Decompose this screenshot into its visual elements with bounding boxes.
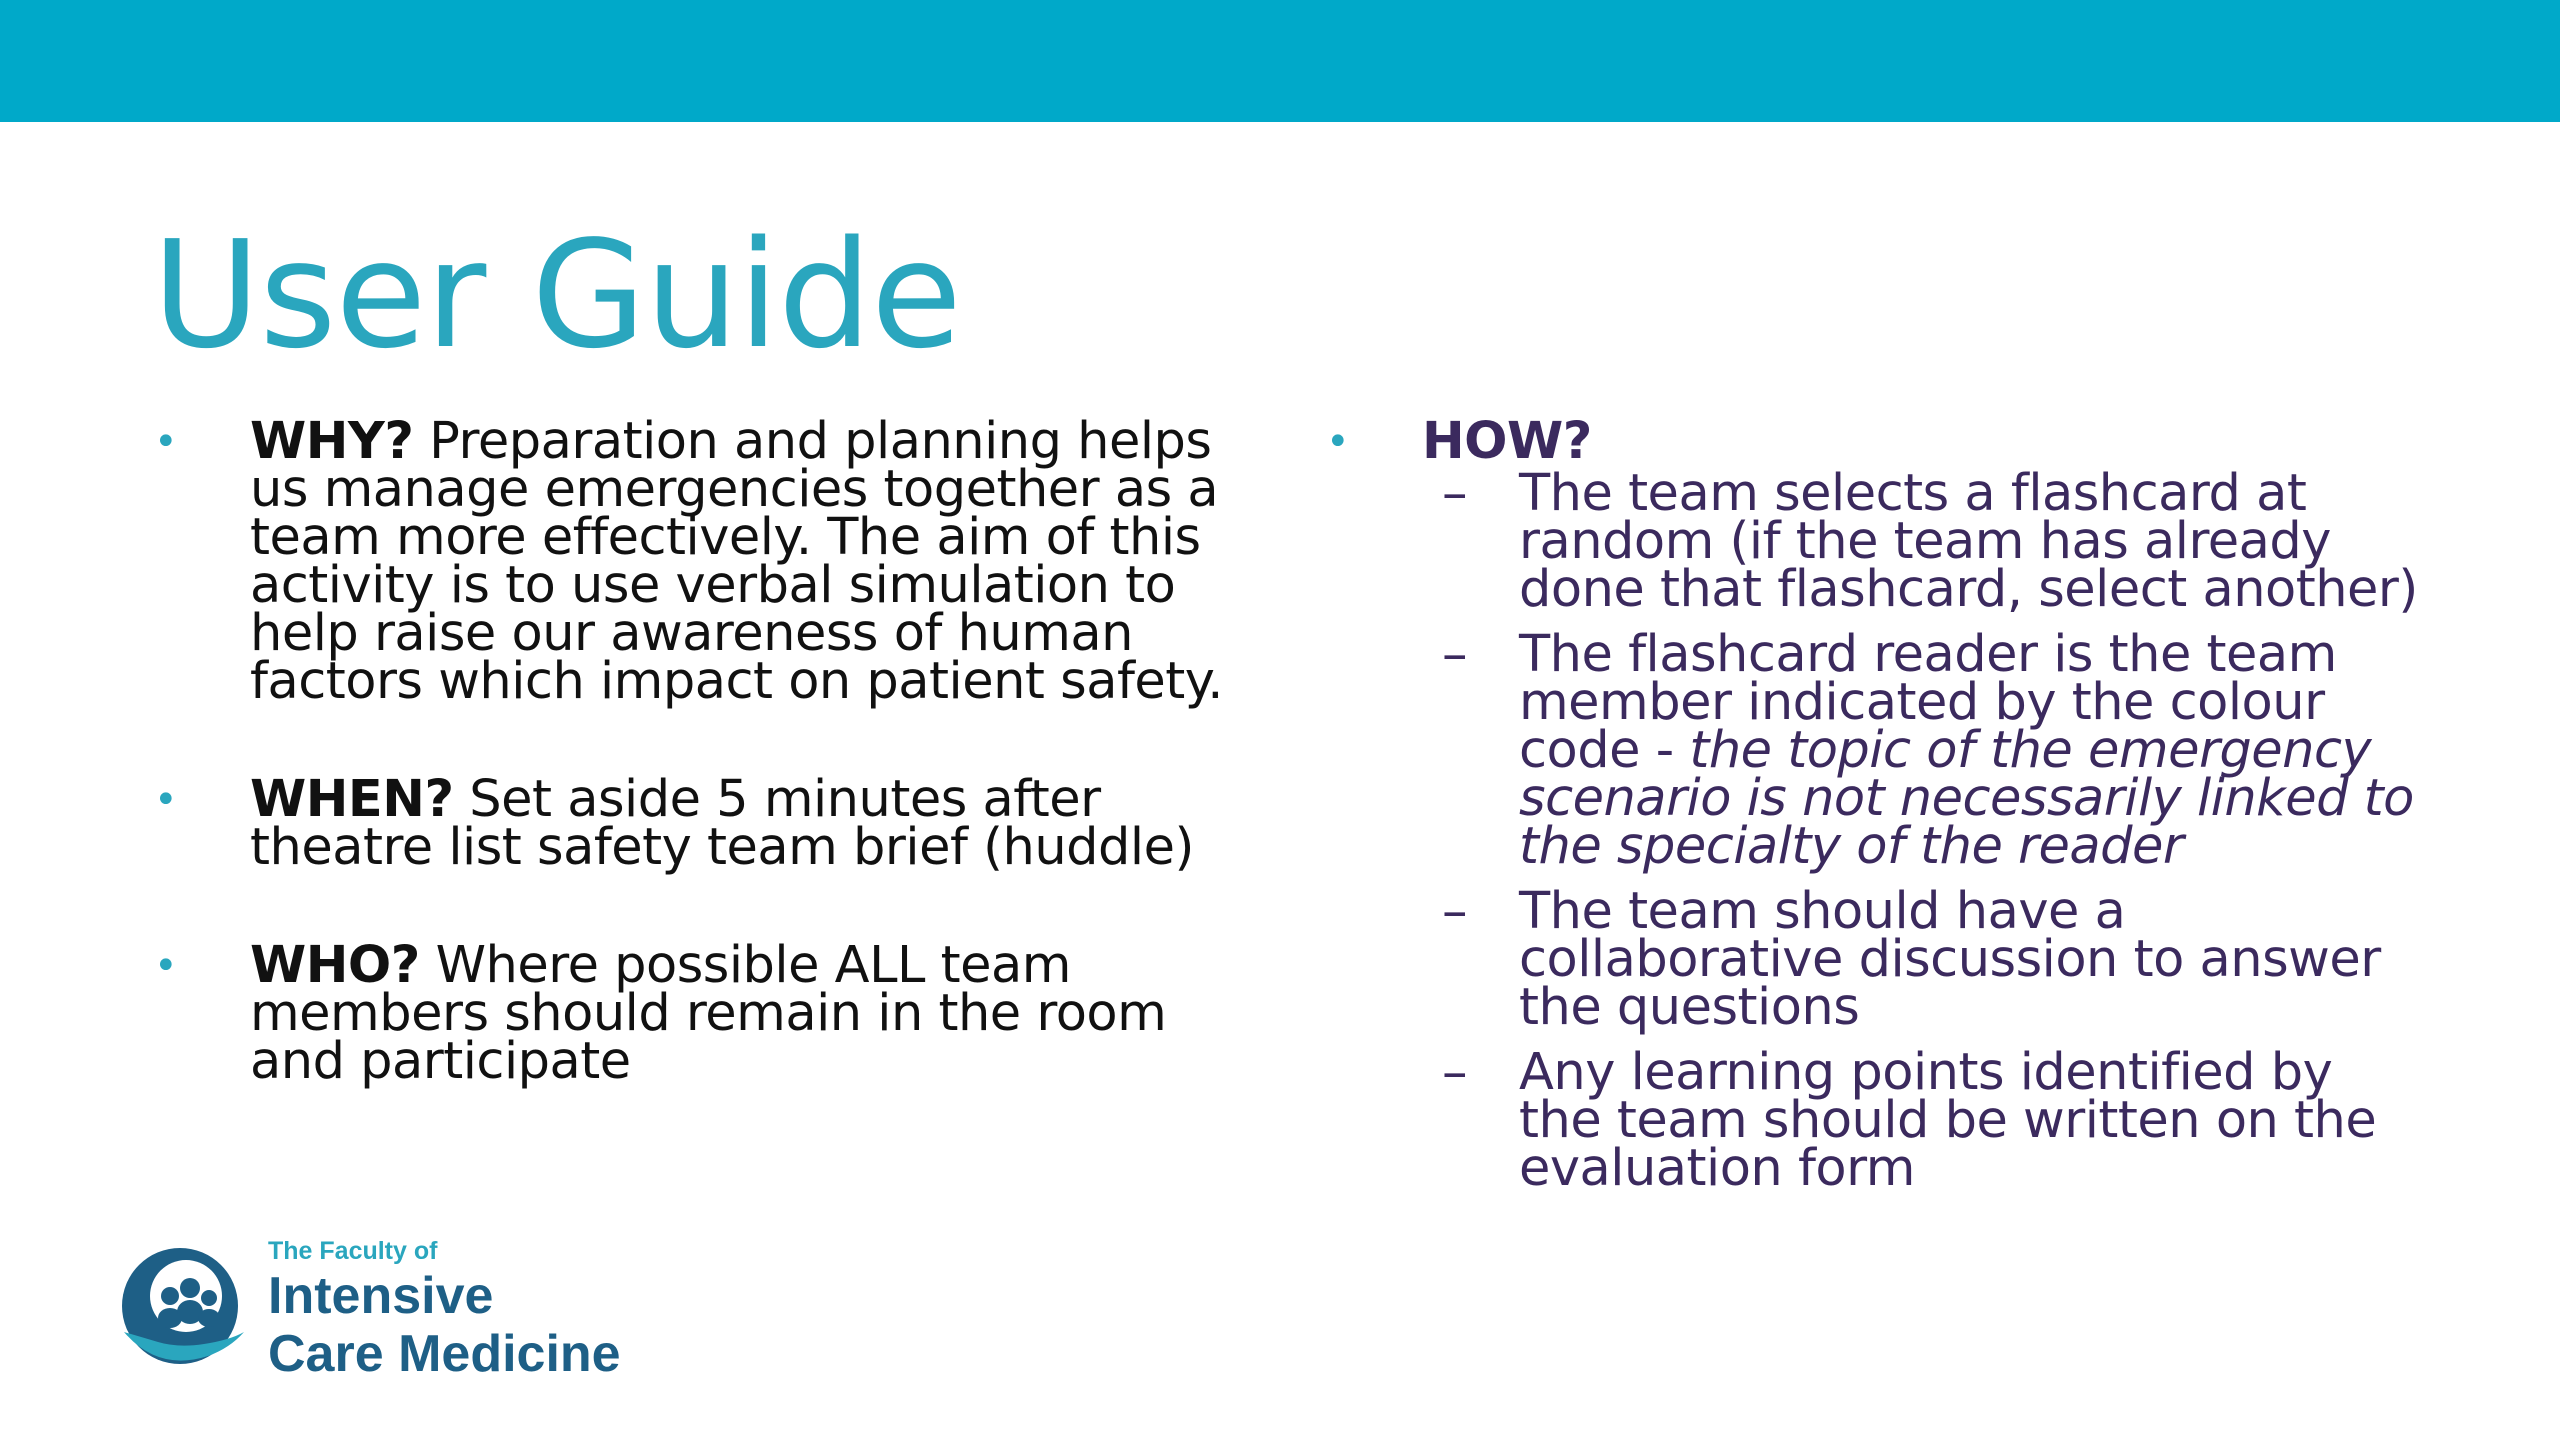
bullet-why — [150, 412, 1250, 711]
dash-marker: – — [1442, 625, 1467, 684]
bullet-dot: • — [154, 777, 178, 823]
logo-line-2: Intensive — [268, 1267, 494, 1325]
slide-title: User Guide — [152, 209, 961, 381]
who-label: WHO? — [250, 936, 420, 995]
bullet-dot: • — [154, 943, 178, 989]
logo-line-3: Care Medicine — [268, 1325, 621, 1383]
bullet-when — [150, 770, 1250, 877]
bullet-how — [1322, 412, 2422, 1198]
how-step-text: The team should have a collaborative discussion to answer the questions — [1519, 882, 2381, 1037]
why-label: WHY? — [250, 412, 414, 471]
how-step-text: Any learning points identified by the team should be written on the evaluation form — [1519, 1043, 2377, 1198]
bullet-dot: • — [154, 419, 178, 465]
how-step-3 — [1322, 882, 2422, 1037]
when-label: WHEN? — [250, 770, 454, 829]
why-text: Preparation and planning helps us manage emergencies together as a team more effectively. The aim of this activity is to use verbal simulation to help raise our awareness of human factors which impact on patient safety. — [250, 412, 1223, 711]
right-column — [1322, 412, 2422, 1198]
who-text: Where possible ALL team members should remain in the room and participate — [250, 936, 1167, 1091]
how-step-2 — [1322, 625, 2422, 876]
how-step-italic: the topic of the emergency scenario is not necessarily linked to the specialty of the reader — [1519, 721, 2414, 876]
how-step-4 — [1322, 1043, 2422, 1198]
logo-line-1: The Faculty of — [268, 1237, 438, 1265]
how-step-1 — [1322, 464, 2422, 619]
left-column — [150, 412, 1250, 1091]
how-step-text: The team selects a flashcard at random (if the team has already done that flashcard, select another) — [1519, 464, 2418, 619]
top-banner — [0, 0, 2560, 122]
faculty-logo-icon — [118, 1244, 248, 1379]
dash-marker: – — [1442, 882, 1467, 941]
dash-marker: – — [1442, 1043, 1467, 1102]
how-step-text: The flashcard reader is the team member indicated by the colour code - — [1519, 625, 2337, 780]
bullet-dot: • — [1326, 419, 1350, 465]
dash-marker: – — [1442, 464, 1467, 523]
ficm-logo — [118, 1236, 658, 1386]
how-label: HOW? — [1422, 412, 1592, 471]
when-text: Set aside 5 minutes after theatre list safety team brief (huddle) — [250, 770, 1194, 877]
bullet-who — [150, 936, 1250, 1091]
